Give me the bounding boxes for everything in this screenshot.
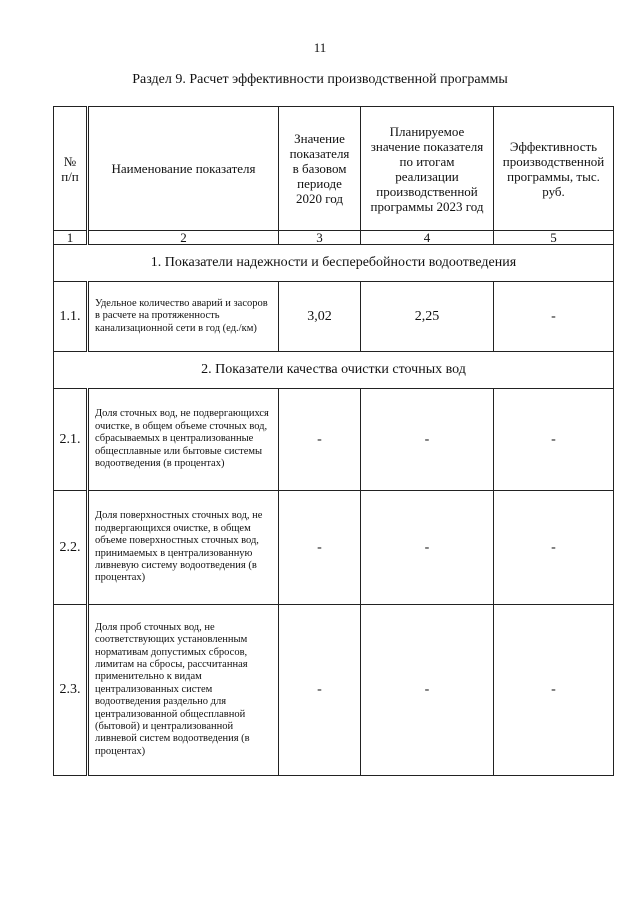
planned-value: -: [361, 389, 494, 491]
header-planned-value: Планируемое значение показателя по итогам реализации производственной программы 2023 год: [361, 107, 494, 231]
planned-value: 2,25: [361, 282, 494, 352]
table-row: [54, 605, 614, 776]
row-number: 2.2.: [54, 491, 88, 605]
column-number-row: [54, 231, 614, 245]
indicator-name: Удельное количество аварий и засоров в расчете на протяженность канализационной сети в год (ед./км): [88, 282, 279, 352]
table-row: [54, 389, 614, 491]
column-number: 5: [494, 231, 614, 245]
indicator-name: Доля поверхностных сточных вод, не подвергающихся очистке, в общем объеме поверхностных сточных вод, принимаемых в централизованную ливневую систему водоотведения (в процентах): [88, 491, 279, 605]
base-value: 3,02: [279, 282, 361, 352]
column-number: 4: [361, 231, 494, 245]
header-base-value: Значение показателя в базовом периоде 2020 год: [279, 107, 361, 231]
efficiency-value: -: [494, 491, 614, 605]
row-number: 1.1.: [54, 282, 88, 352]
group-header-row: [54, 245, 614, 282]
column-number: 2: [88, 231, 279, 245]
group-header-row: [54, 352, 614, 389]
base-value: -: [279, 491, 361, 605]
header-num: № п/п: [54, 107, 88, 231]
table-row: [54, 282, 614, 352]
efficiency-table: [53, 106, 614, 776]
table-row: [54, 491, 614, 605]
planned-value: -: [361, 605, 494, 776]
planned-value: -: [361, 491, 494, 605]
column-number: 1: [54, 231, 88, 245]
indicator-name: Доля проб сточных вод, не соответствующих установленным нормативам допустимых сбросов, лимитам на сбросы, рассчитанная применительно к видам централизованных систем водоотведения раздельно для централизованной общесплавной (бытовой) и централизованной ливневой систем водоотведения (в процентах): [88, 605, 279, 776]
section-title: Раздел 9. Расчет эффективности производственной программы: [132, 72, 508, 87]
efficiency-value: -: [494, 389, 614, 491]
column-number: 3: [279, 231, 361, 245]
base-value: -: [279, 389, 361, 491]
table-header-row: [54, 107, 614, 231]
base-value: -: [279, 605, 361, 776]
row-number: 2.3.: [54, 605, 88, 776]
header-efficiency: Эффективность производственной программы, тыс. руб.: [494, 107, 614, 231]
efficiency-value: -: [494, 605, 614, 776]
row-number: 2.1.: [54, 389, 88, 491]
indicator-name: Доля сточных вод, не подвергающихся очистке, в общем объеме сточных вод, сбрасываемых в централизованные общесплавные или бытовые системы водоотведения (в процентах): [88, 389, 279, 491]
page-number: 11: [313, 40, 327, 55]
group-title: 1. Показатели надежности и бесперебойности водоотведения: [54, 245, 614, 282]
efficiency-value: -: [494, 282, 614, 352]
header-name: Наименование показателя: [88, 107, 279, 231]
group-title: 2. Показатели качества очистки сточных вод: [54, 352, 614, 389]
